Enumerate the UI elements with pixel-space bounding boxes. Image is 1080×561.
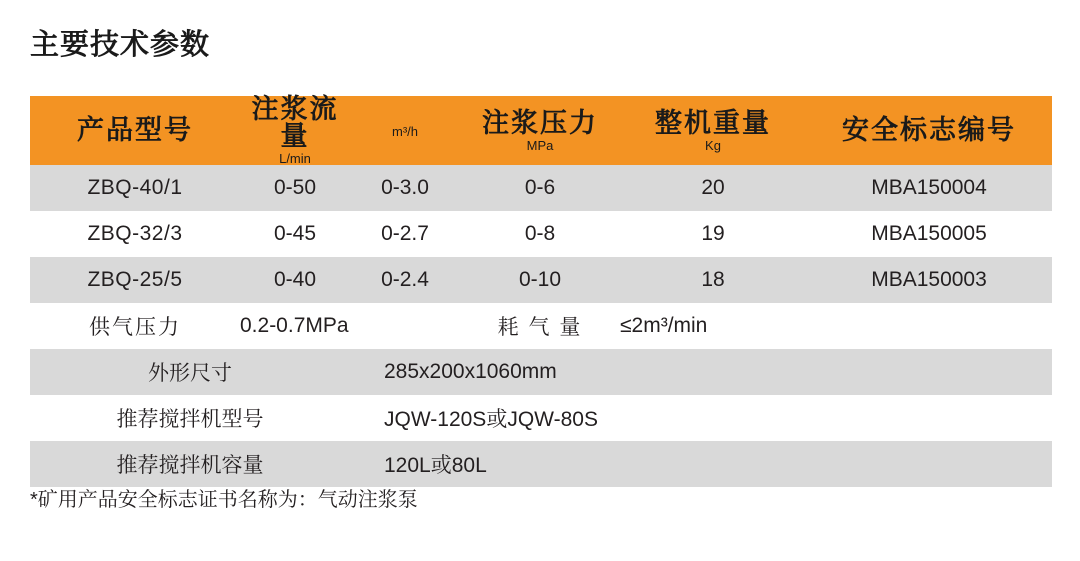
cell-cert: MBA150005 xyxy=(871,222,987,245)
page-title: 主要技术参数 xyxy=(30,29,211,61)
table-row-mixer-capacity xyxy=(30,441,1052,487)
value-air-pressure: 0.2-0.7MPa xyxy=(240,314,349,337)
label-air-consumption: 耗 气 量 xyxy=(497,316,583,339)
cell-model: ZBQ-32/3 xyxy=(87,222,183,245)
cell-flow-m3h: 0-2.4 xyxy=(381,268,429,291)
label-mixer-capacity: 推荐搅拌机容量 xyxy=(116,454,264,477)
cell-weight: 20 xyxy=(701,176,725,199)
cell-flow-m3h: 0-2.7 xyxy=(381,222,429,245)
cell-pressure: 0-10 xyxy=(518,268,562,291)
header-cell-flow-m3h xyxy=(350,96,460,165)
value-mixer-model: JQW-120S或JQW-80S xyxy=(384,408,598,431)
cell-pressure: 0-6 xyxy=(524,176,556,199)
label-air-pressure: 供气压力 xyxy=(89,316,181,339)
footnote: *矿用产品安全标志证书名称为：气动注浆泵 xyxy=(30,489,418,511)
header-sub-label: MPa xyxy=(526,137,554,153)
table-row-air-supply xyxy=(30,303,1052,349)
value-air-consumption: ≤2m³/min xyxy=(620,314,708,337)
header-sub-label: L/min xyxy=(279,151,311,166)
cell-weight: 18 xyxy=(701,268,725,291)
cell-model: ZBQ-40/1 xyxy=(87,176,183,199)
table-row xyxy=(30,211,1052,257)
value-mixer-capacity: 120L或80L xyxy=(384,454,487,477)
header-cell-flow-lmin xyxy=(240,96,350,165)
cell-model: ZBQ-25/5 xyxy=(87,268,183,291)
cell-flow-lmin: 0-50 xyxy=(273,176,317,199)
table-row-mixer-model xyxy=(30,395,1052,441)
header-main-label: 注浆压力 xyxy=(482,107,598,138)
header-main-label: 注浆流量 xyxy=(251,94,339,151)
header-cell-weight xyxy=(620,96,806,165)
header-main-label: 整机重量 xyxy=(655,107,771,138)
cell-flow-lmin: 0-45 xyxy=(273,222,317,245)
table-header-row xyxy=(30,96,1052,165)
table-row xyxy=(30,165,1052,211)
header-main-label: 安全标志编号 xyxy=(842,115,1016,145)
cell-pressure: 0-8 xyxy=(524,222,556,245)
cell-weight: 19 xyxy=(701,222,725,245)
header-sub-label: m³/h xyxy=(392,124,418,139)
header-cell-model xyxy=(30,96,240,165)
cell-flow-lmin: 0-40 xyxy=(273,268,317,291)
value-dimensions: 285x200x1060mm xyxy=(384,360,557,383)
table-row xyxy=(30,257,1052,303)
label-mixer-model: 推荐搅拌机型号 xyxy=(116,408,264,431)
label-dimensions: 外形尺寸 xyxy=(148,362,232,385)
cell-cert: MBA150003 xyxy=(871,268,987,291)
cell-flow-m3h: 0-3.0 xyxy=(381,176,429,199)
header-cell-pressure xyxy=(460,96,620,165)
cell-cert: MBA150004 xyxy=(871,176,987,199)
header-main-label: 产品型号 xyxy=(77,115,193,145)
specifications-table xyxy=(30,96,1052,487)
table-row-dimensions xyxy=(30,349,1052,395)
header-cell-cert xyxy=(806,96,1052,165)
header-sub-label: Kg xyxy=(705,137,721,153)
